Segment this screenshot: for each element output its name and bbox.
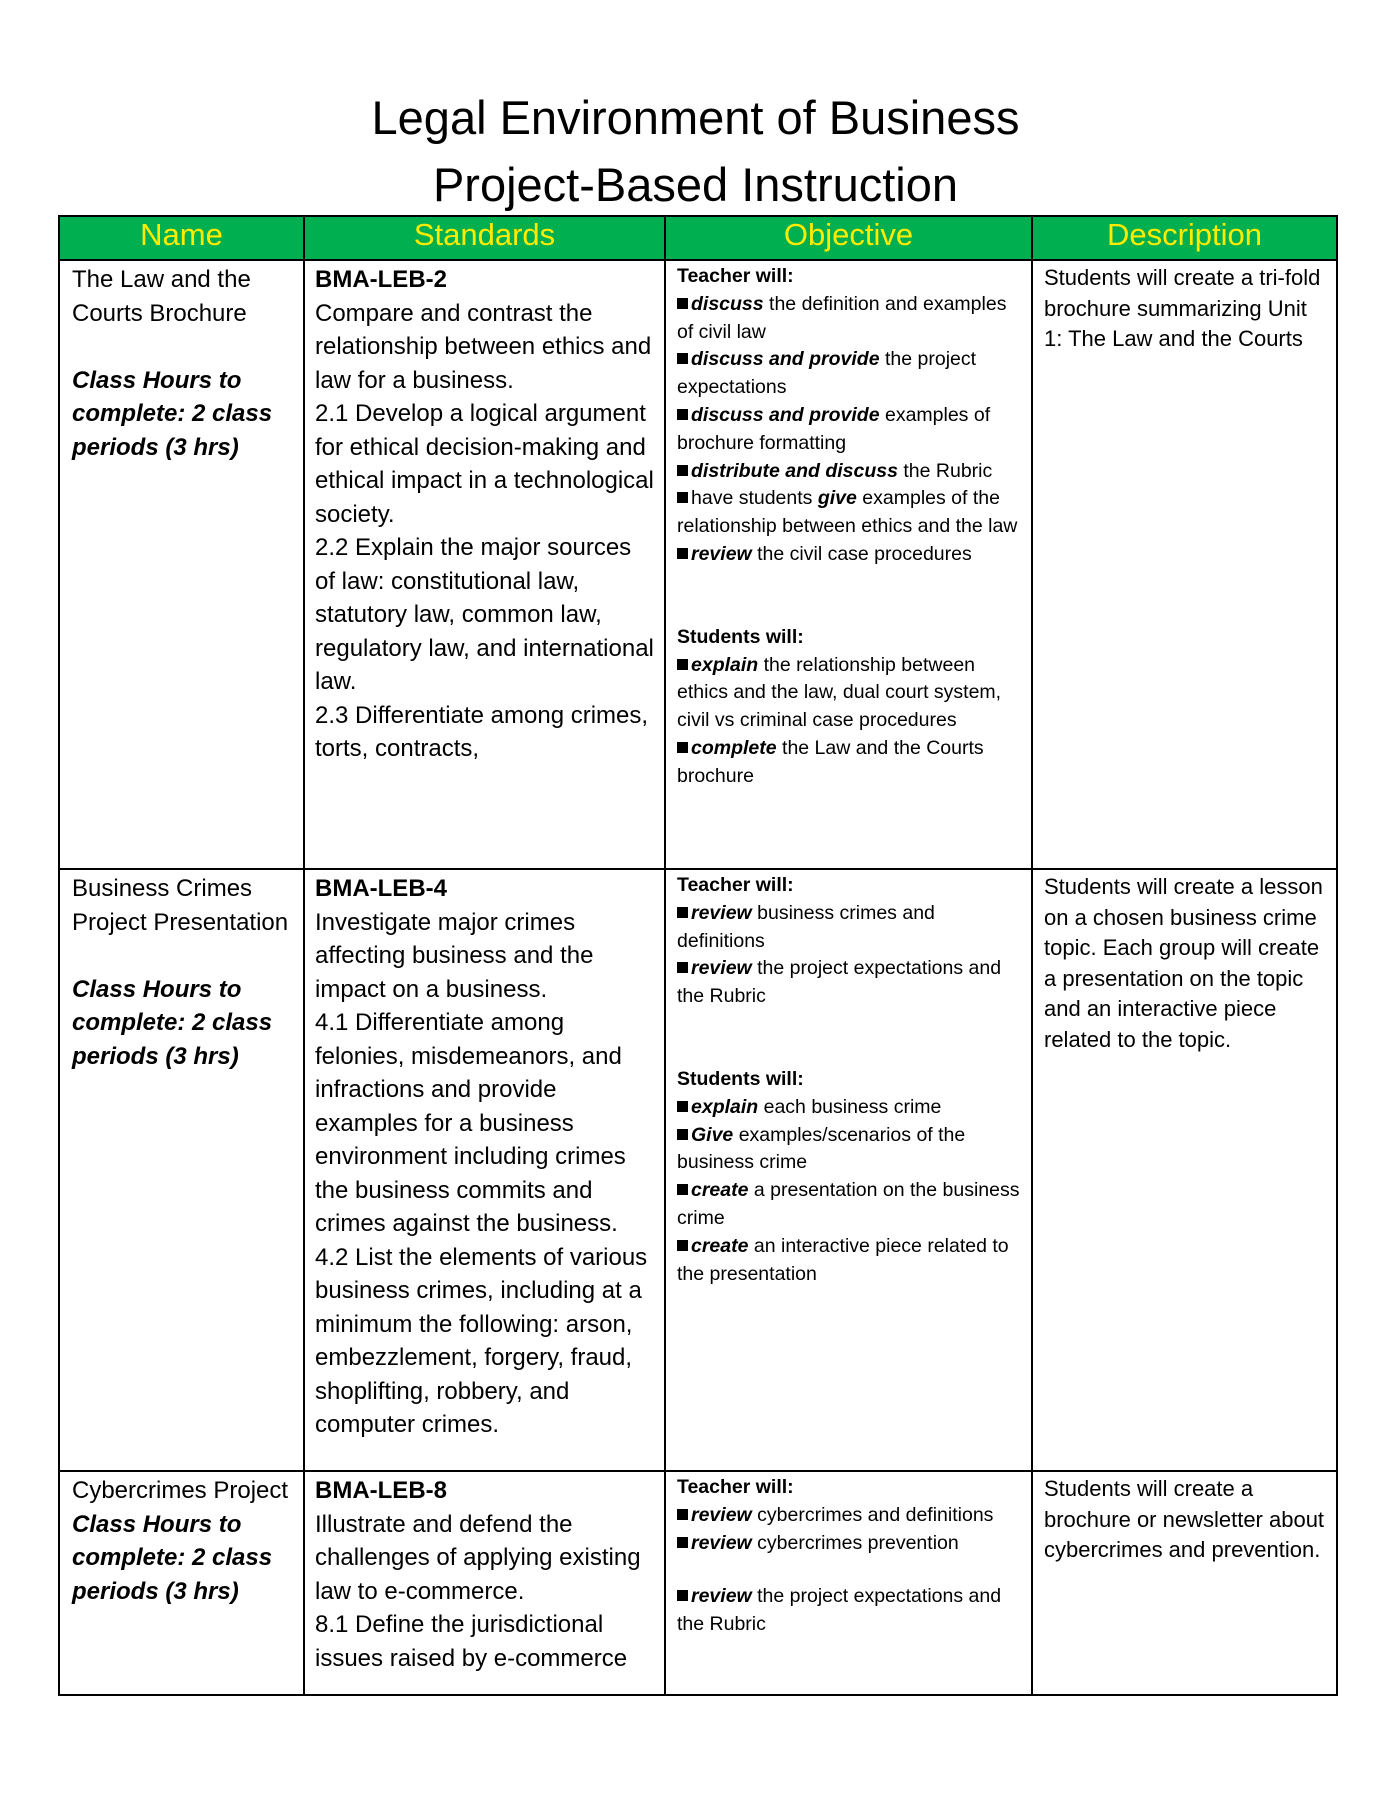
standards-cell (304, 869, 665, 1471)
standard-code: BMA-LEB-4 (315, 875, 447, 902)
standard-text: Illustrate and defend the challenges of applying existing law to e-commerce. (315, 1510, 641, 1605)
standard-text: 4.1 Differentiate among felonies, misdemeanors, and infractions and provide examples for a business environment including crimes the business commits and crimes against the business. (315, 1009, 626, 1237)
description-cell (1032, 260, 1337, 869)
objective-item: review the civil case procedures (677, 541, 1025, 569)
objective-item: review business crimes and definitions (677, 901, 935, 952)
class-hours: Class Hours to complete: 2 class periods (3 hrs) (72, 975, 273, 1070)
bullet-square-icon (677, 1590, 688, 1601)
description-cell (1032, 1471, 1337, 1695)
objective-item: complete the Law and the Courts brochure (677, 736, 984, 787)
bullet-square-icon (677, 1184, 688, 1195)
objective-item: discuss and provide the project expectations (677, 348, 977, 399)
description-text: Students will create a lesson on a chosen business crime topic. Each group will create a presentation on the topic and an interactive piece related to the topic. (1044, 874, 1323, 1052)
header-standards: Standards (304, 216, 665, 260)
bullet-square-icon (677, 492, 688, 503)
description-text: Students will create a tri-fold brochure summarizing Unit 1: The Law and the Courts (1044, 265, 1321, 351)
standard-text: Compare and contrast the relationship between ethics and law for a business. (315, 299, 652, 394)
header-objective: Objective (665, 216, 1032, 260)
students-label: Students will: (677, 1067, 804, 1090)
objective-cell (665, 869, 1032, 1471)
title-line-2: Project-Based Instruction (432, 158, 959, 211)
bullet-square-icon (677, 1537, 688, 1548)
table-header-row (59, 216, 1337, 260)
bullet-square-icon (677, 465, 688, 476)
description-cell (1032, 869, 1337, 1471)
teacher-label: Teacher will: (677, 265, 794, 287)
table-row (59, 869, 1337, 1471)
objective-item: have students give examples of the relationship between ethics and the law (677, 487, 1018, 538)
standards-cell (304, 260, 665, 869)
objective-item: review cybercrimes and definitions (677, 1502, 1025, 1530)
project-name: Cybercrimes Project (72, 1477, 289, 1504)
bullet-square-icon (677, 907, 688, 918)
bullet-square-icon (677, 742, 688, 753)
standard-text: 2.2 Explain the major sources of law: constitutional law, statutory law, common law, regulatory law, and international law. (315, 534, 654, 695)
name-cell (59, 1471, 304, 1695)
objective-item: review cybercrimes prevention (677, 1530, 1025, 1558)
name-cell (59, 260, 304, 869)
objective-item: discuss the definition and examples of civil law (677, 292, 1007, 343)
header-description: Description (1032, 216, 1337, 260)
bullet-square-icon (677, 1129, 688, 1140)
header-name: Name (59, 216, 304, 260)
bullet-square-icon (677, 1240, 688, 1251)
bullet-square-icon (677, 548, 688, 559)
objective-item: review the project expectations and the Rubric (677, 1585, 1002, 1636)
class-hours: Class Hours to complete: 2 class periods (3 hrs) (72, 366, 273, 461)
standard-code: BMA-LEB-8 (315, 1477, 447, 1504)
objective-item: create a presentation on the business crime (677, 1179, 1020, 1229)
objective-item: review the project expectations and the Rubric (677, 957, 1002, 1008)
project-table (58, 215, 1338, 1696)
project-name: Business Crimes Project Presentation (72, 875, 289, 936)
objective-cell (665, 260, 1032, 869)
bullet-square-icon (677, 659, 688, 670)
bullet-square-icon (677, 1101, 688, 1112)
bullet-square-icon (677, 409, 688, 420)
teacher-label: Teacher will: (677, 874, 794, 896)
table-row (59, 1471, 1337, 1695)
objective-item: Give examples/scenarios of the business crime (677, 1123, 966, 1174)
bullet-square-icon (677, 298, 688, 309)
name-cell (59, 869, 304, 1471)
objective-item: distribute and discuss the Rubric (677, 458, 1025, 486)
description-text: Students will create a brochure or newsletter about cybercrimes and prevention. (1044, 1476, 1325, 1562)
students-label: Students will: (677, 625, 804, 648)
standard-text: Investigate major crimes affecting business and the impact on a business. (315, 908, 594, 1003)
bullet-square-icon (677, 962, 688, 973)
document-title (0, 84, 1391, 218)
objective-cell (665, 1471, 1032, 1695)
class-hours: Class Hours to complete: 2 class periods (3 hrs) (72, 1510, 273, 1605)
bullet-square-icon (677, 1509, 688, 1520)
title-line-1: Legal Environment of Business (371, 91, 1020, 144)
objective-item: discuss and provide examples of brochure formatting (677, 403, 991, 454)
standard-code: BMA-LEB-2 (315, 266, 447, 293)
standard-text: 8.1 Define the jurisdictional issues raised by e-commerce (315, 1611, 628, 1672)
objective-item: create an interactive piece related to the presentation (677, 1234, 1009, 1285)
standards-cell (304, 1471, 665, 1695)
standard-text: 4.2 List the elements of various business crimes, including at a minimum the following: arson, embezzlement, forgery, fraud, shoplifting, robbery, and computer crimes. (315, 1243, 648, 1438)
standard-text: 2.3 Differentiate among crimes, torts, contracts, (315, 701, 649, 762)
bullet-square-icon (677, 353, 688, 364)
objective-item: explain the relationship between ethics and the law, dual court system, civil vs criminal case procedures (677, 653, 1002, 732)
teacher-label: Teacher will: (677, 1476, 794, 1498)
standard-text: 2.1 Develop a logical argument for ethical decision-making and ethical impact in a technological society. (315, 400, 654, 528)
table-row (59, 260, 1337, 869)
objective-item: explain each business crime (677, 1094, 1025, 1122)
project-name: The Law and the Courts Brochure (72, 266, 251, 327)
